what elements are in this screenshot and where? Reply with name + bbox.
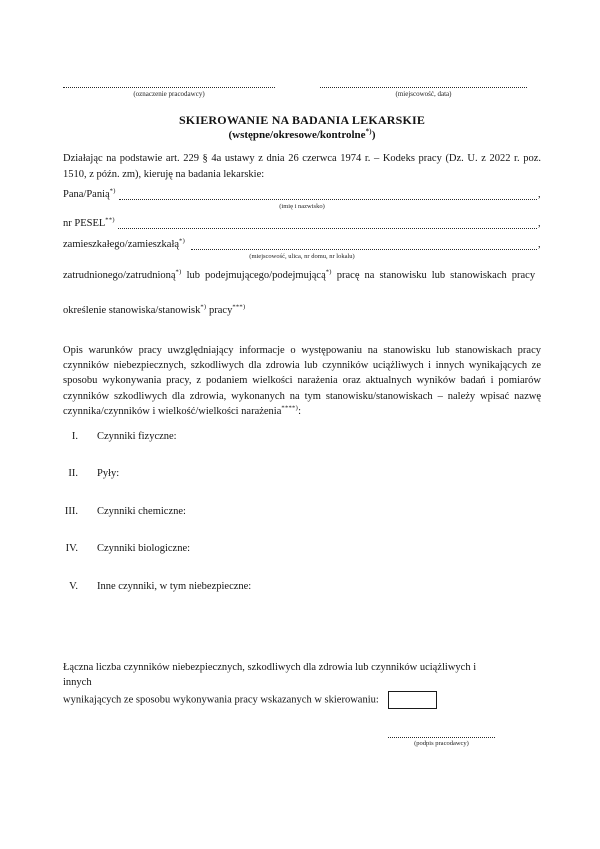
employment-part-1: zatrudnionego/zatrudnioną [63, 269, 176, 281]
signature-caption: (podpis pracodawcy) [414, 739, 469, 747]
factor-input-area-chemical[interactable] [63, 519, 541, 543]
name-field-row [63, 188, 541, 202]
name-field-line[interactable] [119, 189, 537, 200]
form-subtitle-close: ) [371, 129, 376, 141]
factor-label: Inne czynniki, w tym niebezpieczne: [97, 580, 252, 592]
footnote-ref-1: *) [175, 268, 182, 276]
description-colon: : [298, 406, 301, 418]
place-date-caption: (miejscowość, data) [395, 90, 452, 98]
employer-designation-line[interactable] [63, 80, 275, 88]
factor-numeral: II. [68, 468, 78, 480]
intro-paragraph: Działając na podstawie art. 229 § 4a ustawy z dnia 26 czerwca 1974 r. – Kodeks pracy (Dz. U. z 2022 r. poz. 1510, z późn. zm), kieruję na badania lekarskie: [63, 153, 541, 180]
factor-item-biological [63, 542, 541, 556]
factor-input-area-physical[interactable] [63, 444, 541, 468]
position-part-1: określenie stanowiska/stanowisk [63, 304, 201, 316]
factor-label: Pyły: [97, 468, 120, 480]
position-part-2: pracy [206, 304, 233, 316]
pesel-field-row [63, 217, 541, 231]
footnote-ref-1: *) [200, 303, 207, 311]
work-conditions-description [63, 343, 541, 420]
factor-label: Czynniki fizyczne: [97, 430, 177, 442]
address-field-label-text: zamieszkałego/zamieszkałą [63, 238, 180, 250]
address-field-label [63, 238, 188, 252]
factor-item-chemical [63, 505, 541, 519]
factors-list [63, 430, 541, 594]
factor-label: Czynniki biologiczne: [97, 543, 191, 555]
employer-designation-caption: (oznaczenie pracodawcy) [133, 90, 205, 98]
pesel-field-label-text: nr PESEL [63, 217, 106, 229]
position-definition-label [63, 304, 541, 318]
factor-numeral: IV. [65, 543, 78, 555]
factor-item-other [63, 580, 541, 594]
footnote-ref-4: ****) [281, 404, 299, 412]
address-field-line[interactable] [191, 239, 537, 250]
factor-input-area-biological[interactable] [63, 556, 541, 580]
factor-numeral: V. [69, 580, 78, 592]
pesel-field-trailing-comma: , [538, 217, 541, 229]
form-subtitle-text: (wstępne/okresowe/kontrolne [228, 129, 366, 141]
signature-line[interactable] [388, 730, 495, 738]
header-row [63, 80, 541, 98]
name-field-label-text: Pana/Panią [63, 188, 110, 200]
factor-count-box[interactable] [388, 691, 437, 709]
position-input-area[interactable] [63, 283, 541, 304]
place-date-line[interactable] [320, 80, 527, 88]
footnote-ref-1: *) [325, 268, 332, 276]
form-subtitle [63, 128, 541, 142]
factors-summary-text-line1: Łączna liczba czynników niebezpiecznych, szkodliwych dla zdrowia lub czynników uciążliwych i innych [63, 661, 477, 689]
factor-item-dusts [63, 467, 541, 481]
footnote-ref-3: ***) [232, 303, 246, 311]
signature-block [388, 730, 495, 747]
footnote-ref-1: *) [365, 128, 372, 136]
factors-summary-text-line2: wynikających ze sposobu wykonywania pracy wskazanych w skierowaniu: [63, 694, 379, 706]
name-field-caption: (imię i nazwisko) [279, 202, 325, 210]
pesel-field-line[interactable] [118, 218, 537, 229]
employment-part-2: lub podejmującego/podejmującą [181, 269, 326, 281]
factor-numeral: III. [64, 505, 78, 517]
address-field-row [63, 238, 541, 252]
factor-label: Czynniki chemiczne: [97, 505, 186, 517]
pesel-field-label [63, 217, 115, 231]
employment-part-3: pracę na stanowisku lub stanowiskach pracy [331, 269, 536, 281]
address-field-trailing-comma: , [538, 238, 541, 250]
form-title: SKIEROWANIE NA BADANIA LEKARSKIE [178, 113, 426, 127]
factor-numeral: I. [71, 430, 78, 442]
footnote-ref-1: *) [109, 187, 116, 195]
employer-designation-block [63, 80, 275, 98]
name-field-label [63, 188, 116, 202]
name-field-trailing-comma: , [538, 188, 541, 200]
factor-input-area-dusts[interactable] [63, 481, 541, 505]
footnote-ref-2: **) [105, 216, 115, 224]
factor-item-physical [63, 430, 541, 444]
factors-summary [63, 660, 499, 709]
footnote-ref-1: *) [179, 237, 186, 245]
description-body: Opis warunków pracy uwzględniający informacje o występowaniu na stanowisku lub stanowiskach pracy czynników niebezpiecznych, szkodliwych dla zdrowia lub czynników uciążliwych i innych wynikających ze sposobu wykonywania pracy, z podaniem wielkości narażenia oraz aktualnych wyników badań i pomiarów czynników szkodliwych dla zdrowia, wykonanych na tym stanowisku/stanowiskach – należy wpisać nazwę czynnika/czynników i wielkość/wielkości narażenia [63, 344, 541, 418]
place-date-block [320, 80, 527, 98]
address-field-caption: (miejscowość, ulica, nr domu, nr lokalu) [249, 252, 355, 260]
employment-status-line [63, 269, 541, 283]
